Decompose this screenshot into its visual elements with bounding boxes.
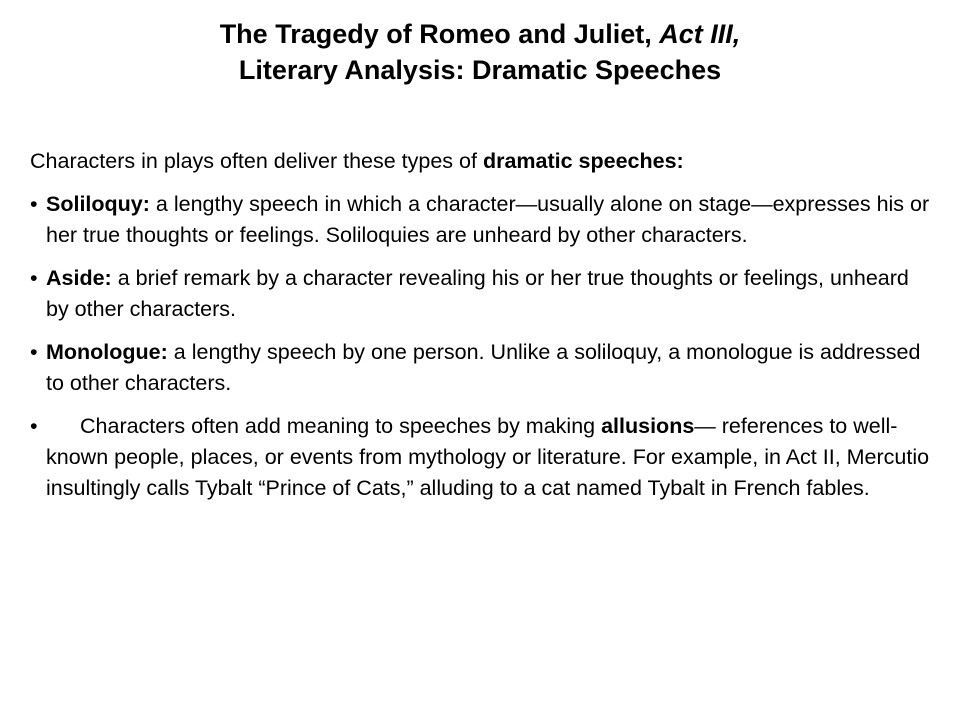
bullet-bold-term: allusions (601, 414, 695, 438)
bullet-text (46, 189, 930, 251)
title-line-1 (40, 16, 920, 52)
bullet-definition: a lengthy speech in which a character—usually alone on stage—expresses his or her true thoughts or feelings. Soliloquies are unheard by other characters. (46, 192, 930, 247)
bullet-text-after: — references to well-known people, places, or events from mythology or literature. For example, in Act II, Mercutio insultingly calls Tybalt “Prince of Cats,” alluding to a cat named Tybalt in French fables. (46, 414, 930, 500)
bullet-item-aside (30, 263, 930, 325)
bullet-term: Soliloquy: (46, 192, 150, 216)
bullet-text (46, 337, 930, 399)
title-line-1-italic: Act III, (659, 19, 741, 49)
intro-bold: dramatic speeches: (482, 149, 684, 173)
bullet-symbol: • (30, 266, 38, 290)
bullet-text-before: Characters often add meaning to speeches by making (80, 414, 596, 438)
bullet-text (46, 411, 930, 504)
bullet-item-soliloquy (30, 189, 930, 251)
bullet-term: Monologue: (46, 340, 168, 364)
bullet-definition: a lengthy speech by one person. Unlike a soliloquy, a monologue is addressed to other characters. (46, 340, 921, 395)
intro-paragraph (30, 146, 930, 177)
slide-title (40, 16, 920, 88)
bullet-symbol: • (30, 414, 38, 438)
bullet-item-monologue (30, 337, 930, 399)
bullet-symbol: • (30, 192, 38, 216)
bullet-term: Aside: (46, 266, 112, 290)
title-line-1-prefix: The Tragedy of Romeo and Juliet, (219, 19, 652, 49)
bullet-symbol: • (30, 340, 38, 364)
intro-text: Characters in plays often deliver these types of (30, 149, 477, 173)
slide-body (30, 146, 930, 516)
bullet-definition: a brief remark by a character revealing his or her true thoughts or feelings, unheard by other characters. (46, 266, 909, 321)
bullet-text (46, 263, 930, 325)
title-line-2: Literary Analysis: Dramatic Speeches (238, 55, 722, 85)
bullet-item-allusions (30, 411, 930, 504)
